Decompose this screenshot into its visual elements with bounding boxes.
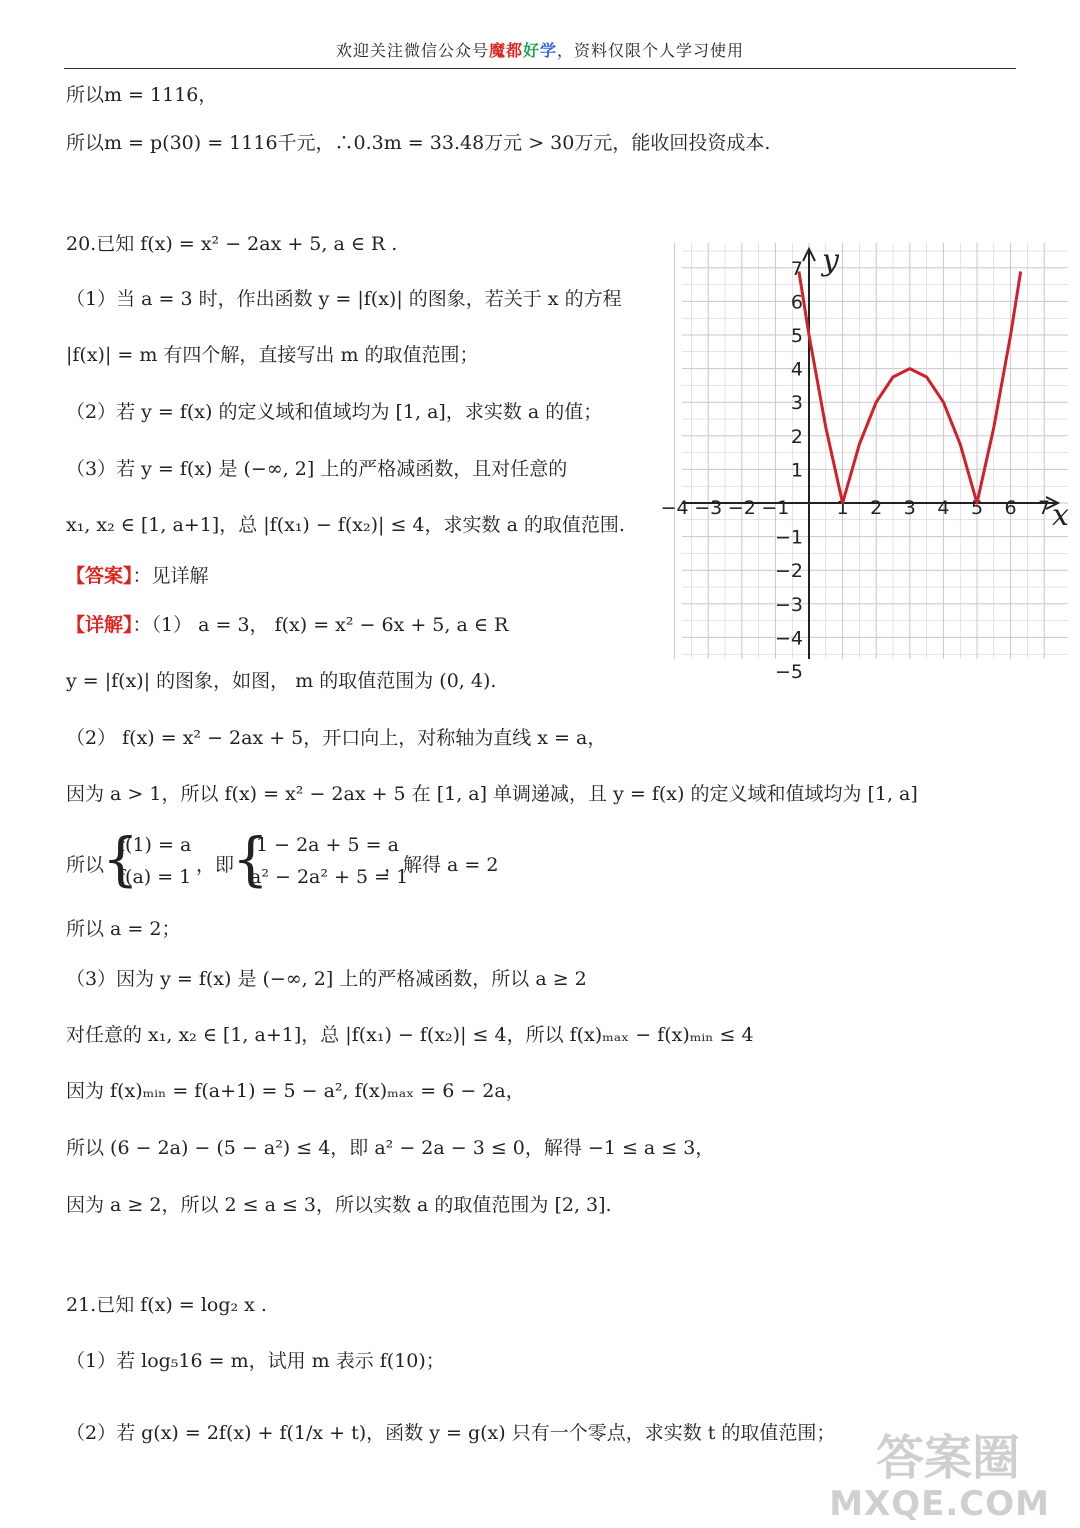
- brand-char-4: 学: [540, 41, 558, 60]
- x-tick-label: −4: [660, 497, 689, 519]
- page-header: [64, 38, 1016, 69]
- y-tick-label: 1: [790, 459, 803, 482]
- y-tick-label: 7: [790, 257, 803, 280]
- text-line: 所以: [66, 854, 105, 876]
- text-line: 对任意的 x₁, x₂ ∈ [1, a+1]，总 |f(x₁) − f(x₂)| ≤ 4，所以 f(x)ₘₐₓ − f(x)ₘᵢₙ ≤ 4: [66, 1024, 754, 1046]
- x-tick-label: −3: [694, 497, 723, 519]
- question-21-title: 21.已知 f(x) = log₂ x .: [66, 1294, 267, 1316]
- y-tick-label: 3: [790, 392, 803, 415]
- system-1-row-1: f(1) = a: [118, 834, 192, 856]
- y-tick-label: 6: [790, 291, 803, 314]
- x-tick-label: 4: [937, 497, 950, 519]
- question-20-part-1: （1）当 a = 3 时，作出函数 y = |f(x)| 的图象，若关于 x 的方程: [66, 288, 622, 310]
- question-20-part-1-cont: |f(x)| = m 有四个解，直接写出 m 的取值范围；: [66, 344, 479, 366]
- text-line: y = |f(x)| 的图象，如图， m 的取值范围为 (0, 4).: [66, 670, 497, 692]
- header-text: 欢迎关注微信公众号: [335, 41, 489, 60]
- text-line: 所以 (6 − 2a) − (5 − a²) ≤ 4，即 a² − 2a − 3 ≤ 0，解得 −1 ≤ a ≤ 3，: [66, 1137, 715, 1159]
- y-tick-label: 4: [790, 358, 803, 381]
- y-tick-label: 2: [790, 425, 803, 448]
- question-21-part-2: （2）若 g(x) = 2f(x) + f(1/x + t)，函数 y = g(x) 只有一个零点，求实数 t 的取值范围；: [66, 1422, 836, 1444]
- y-tick-label: −4: [774, 627, 803, 650]
- x-axis-label: x: [1052, 498, 1069, 533]
- text-line: 所以 a = 2；: [66, 918, 181, 940]
- system-1-row-2: f(a) = 1: [118, 866, 192, 888]
- x-tick-label: 5: [970, 497, 984, 519]
- detail-text: ：（1） a = 3， f(x) = x² − 6x + 5, a ∈ R: [132, 614, 509, 636]
- brand-char-2: 都: [505, 41, 523, 60]
- x-tick-label: 2: [870, 497, 883, 519]
- x-tick-label: 3: [903, 497, 916, 519]
- text-line: 因为 a ≥ 2，所以 2 ≤ a ≤ 3，所以实数 a 的取值范围为 [2, 3].: [66, 1194, 612, 1216]
- text-line: 所以m = 1116，: [66, 84, 218, 106]
- function-graph: [660, 243, 1069, 683]
- y-tick-label: −5: [774, 661, 803, 683]
- text-line: （3）因为 y = f(x) 是 (−∞, 2] 上的严格减函数，所以 a ≥ 2: [66, 968, 587, 990]
- watermark-logo: 答案圈: [875, 1430, 1020, 1486]
- question-20-part-3-cont: x₁, x₂ ∈ [1, a+1]，总 |f(x₁) − f(x₂)| ≤ 4，求实数 a 的取值范围.: [66, 514, 625, 536]
- x-tick-label: −1: [761, 497, 790, 519]
- system-connector: ，即: [196, 854, 235, 876]
- x-tick-label: 6: [1004, 497, 1017, 519]
- answer-line: [66, 561, 209, 588]
- x-tick-label: −2: [727, 497, 756, 519]
- brand-char-1: 魔: [488, 41, 506, 60]
- system-brace-1: {: [102, 825, 139, 893]
- brand-char-3: 好: [523, 41, 541, 60]
- watermark-url: MXQE.COM: [829, 1484, 1050, 1524]
- y-tick-label: −1: [774, 526, 803, 549]
- question-20-part-3: （3）若 y = f(x) 是 (−∞, 2] 上的严格减函数，且对任意的: [66, 458, 568, 480]
- text-line: （2） f(x) = x² − 2ax + 5，开口向上，对称轴为直线 x = a，: [66, 727, 607, 749]
- text-line: 因为 f(x)ₘᵢₙ = f(a+1) = 5 − a², f(x)ₘₐₓ = 6 − 2a，: [66, 1080, 525, 1102]
- question-21-part-1: （1）若 log₅16 = m，试用 m 表示 f(10)；: [66, 1350, 445, 1372]
- question-20-title: 20.已知 f(x) = x² − 2ax + 5, a ∈ R .: [66, 233, 398, 255]
- detail-line: [66, 610, 508, 637]
- y-axis-label: y: [822, 243, 839, 278]
- detail-tag: 【详解】: [66, 614, 133, 636]
- system-2-row-1: 1 − 2a + 5 = a: [256, 834, 399, 856]
- text-line: 所以m = p(30) = 1116千元，∴0.3m = 33.48万元 > 30万元，能收回投资成本.: [66, 132, 771, 154]
- answer-tag: 【答案】: [66, 565, 133, 587]
- system-result: ，解得 a = 2: [384, 854, 499, 876]
- text-line: 因为 a > 1，所以 f(x) = x² − 2ax + 5 在 [1, a] 单调递减，且 y = f(x) 的定义域和值域均为 [1, a]: [66, 783, 918, 805]
- header-text-2: ，资料仅限个人学习使用: [557, 41, 745, 60]
- system-2-row-2: a² − 2a² + 5 = 1: [250, 866, 409, 888]
- y-tick-label: −2: [774, 560, 803, 583]
- x-tick-label: 7: [1038, 497, 1051, 519]
- x-tick-label: 1: [836, 497, 849, 519]
- y-tick-label: 5: [790, 325, 803, 347]
- y-tick-label: −3: [774, 593, 803, 616]
- answer-text: ：见详解: [132, 565, 209, 587]
- system-brace-2: {: [232, 825, 269, 893]
- question-20-part-2: （2）若 y = f(x) 的定义域和值域均为 [1, a]，求实数 a 的值；: [66, 401, 603, 423]
